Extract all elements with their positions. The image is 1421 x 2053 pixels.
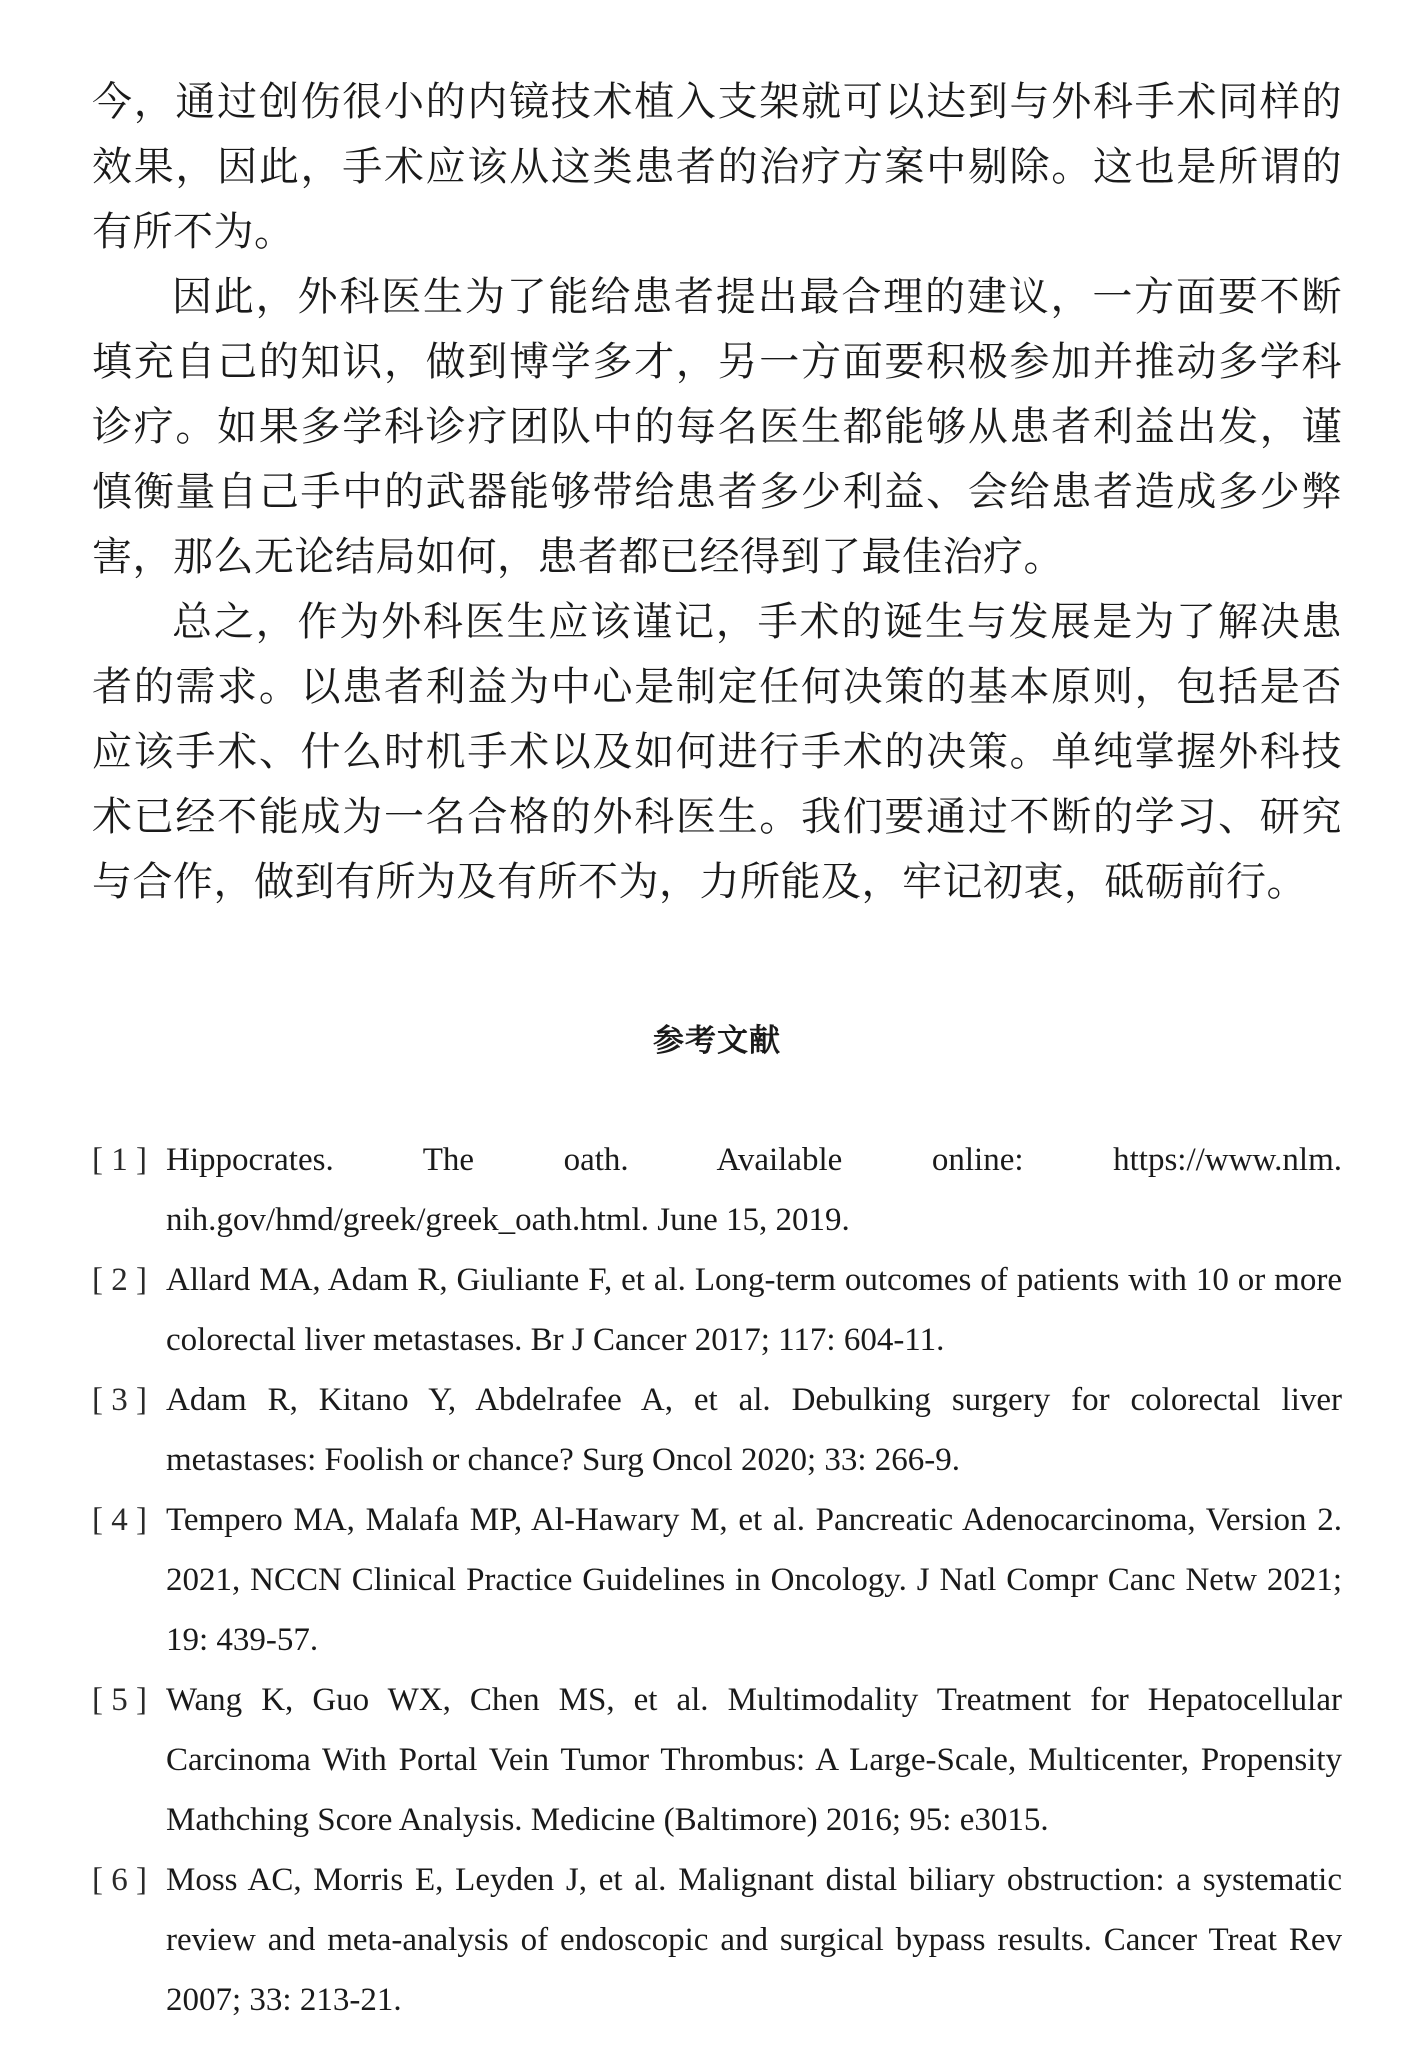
reference-item	[92, 1670, 1342, 1850]
reference-number: [ 3 ]	[92, 1382, 147, 1418]
reference-item	[92, 1490, 1342, 1670]
reference-text: Moss AC, Morris E, Leyden J, et al. Malignant distal biliary obstruction: a systematic review and meta-analysis of endoscopic and surgical bypass results. Cancer Treat Rev 2007; 33: 213-21.	[166, 1862, 1342, 2018]
reference-number: [ 1 ]	[92, 1142, 147, 1178]
reference-text: Adam R, Kitano Y, Abdelrafee A, et al. Debulking surgery for colorectal liver metastases: Foolish or chance? Surg Oncol 2020; 33: 266-9.	[166, 1382, 1342, 1478]
references-heading: 参考文献	[653, 1023, 781, 1059]
reference-item	[92, 1370, 1342, 1490]
body-paragraph: 总之，作为外科医生应该谨记，手术的诞生与发展是为了解决患者的需求。以患者利益为中心是制定任何决策的基本原则，包括是否应该手术、什么时机手术以及如何进行手术的决策。单纯掌握外科技术已经不能成为一名合格的外科医生。我们要通过不断的学习、研究与合作，做到有所为及有所不为，力所能及，牢记初衷，砥砺前行。	[92, 599, 1342, 905]
document-page	[92, 70, 1342, 2030]
reference-text: Tempero MA, Malafa MP, Al-Hawary M, et al. Pancreatic Adenocarcinoma, Version 2. 2021, NCCN Clinical Practice Guidelines in Oncology. J Natl Compr Canc Netw 2021; 19: 439-57.	[166, 1502, 1342, 1658]
reference-list	[92, 1130, 1342, 2030]
reference-number: [ 6 ]	[92, 1862, 147, 1898]
reference-item	[92, 1250, 1342, 1370]
reference-number: [ 4 ]	[92, 1502, 147, 1538]
reference-item	[92, 1850, 1342, 2030]
body-paragraph-continued: 今，通过创伤很小的内镜技术植入支架就可以达到与外科手术同样的效果，因此，手术应该从这类患者的治疗方案中剔除。这也是所谓的有所不为。	[92, 79, 1342, 255]
reference-number: [ 5 ]	[92, 1682, 147, 1718]
body-paragraph: 因此，外科医生为了能给患者提出最合理的建议，一方面要不断填充自己的知识，做到博学多才，另一方面要积极参加并推动多学科诊疗。如果多学科诊疗团队中的每名医生都能够从患者利益出发，谨慎衡量自己手中的武器能够带给患者多少利益、会给患者造成多少弊害，那么无论结局如何，患者都已经得到了最佳治疗。	[92, 274, 1342, 580]
reference-item	[92, 1130, 1342, 1250]
reference-number: [ 2 ]	[92, 1262, 147, 1298]
reference-text: Hippocrates. The oath. Available online: https://www.nlm. nih.gov/hmd/greek/greek_oath.html. June 15, 2019.	[166, 1142, 1342, 1238]
reference-text: Wang K, Guo WX, Chen MS, et al. Multimodality Treatment for Hepatocellular Carcinoma With Portal Vein Tumor Thrombus: A Large-Scale, Multicenter, Propensity Mathching Score Analysis. Medicine (Baltimore) 2016; 95: e3015.	[166, 1682, 1342, 1838]
reference-text: Allard MA, Adam R, Giuliante F, et al. Long-term outcomes of patients with 10 or more colorectal liver metastases. Br J Cancer 2017; 117: 604-11.	[166, 1262, 1342, 1358]
